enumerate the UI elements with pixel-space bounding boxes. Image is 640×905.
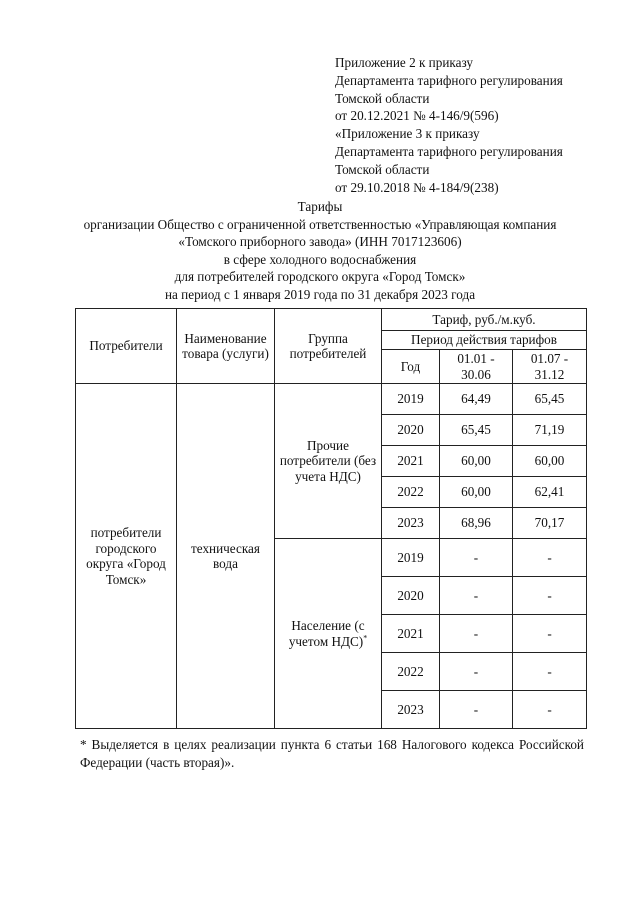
group-label: Прочие потребители (без учета НДС) [279,437,377,484]
consumer-cell: потребители городского округа «Город Томск» [76,384,177,729]
year-cell: 2019 [382,384,440,415]
header-product: Наименование товара (услуги) [177,309,275,384]
half2-cell: - [513,539,587,577]
half2-cell: - [513,691,587,729]
header-period: Период действия тарифов [382,331,587,350]
half1-cell: - [440,615,513,653]
table-row [76,309,587,331]
half2-cell: 70,17 [513,508,587,539]
title-line: «Томского приборного завода» (ИНН 7017123606) [178,234,462,250]
half1-cell: 64,49 [440,384,513,415]
half2-cell: 62,41 [513,477,587,508]
year-cell: 2023 [382,508,440,539]
year-cell: 2021 [382,615,440,653]
half2-cell: - [513,615,587,653]
half1-cell: - [440,691,513,729]
header-line: Департамента тарифного регулирования [335,72,563,88]
half2-cell: 65,45 [513,384,587,415]
group-cell [275,539,382,729]
title-line: для потребителей городского округа «Город Томск» [174,269,466,285]
half1-cell: 65,45 [440,415,513,446]
header-tariff: Тариф, руб./м.куб. [382,309,587,331]
table-row [76,384,587,415]
document-header [335,54,625,196]
header-line: Томской области [335,161,430,177]
product-cell: техническая вода [177,384,275,729]
footnote-mark: * [363,633,368,643]
year-cell: 2022 [382,477,440,508]
year-cell: 2022 [382,653,440,691]
year-cell: 2019 [382,539,440,577]
group-label: Население (с учетом НДС) [288,618,365,649]
half1-cell: - [440,577,513,615]
header-consumers: Потребители [76,309,177,384]
year-cell: 2021 [382,446,440,477]
year-cell: 2020 [382,415,440,446]
header-year: Год [382,350,440,384]
half1-cell: - [440,539,513,577]
header-line: Департамента тарифного регулирования [335,143,563,159]
header-line: от 29.10.2018 № 4-184/9(238) [335,179,499,195]
document-title [20,198,620,304]
header-line: Приложение 2 к приказу [335,55,473,70]
half1-cell: 60,00 [440,477,513,508]
header-half1: 01.01 - 30.06 [440,350,513,384]
half2-cell: - [513,577,587,615]
half2-cell: - [513,653,587,691]
footnote: * Выделяется в целях реализации пункта 6 статьи 168 Налогового кодекса Российской Федерации (часть вторая)». [80,737,584,770]
header-line: Томской области [335,90,430,106]
header-half2: 01.07 - 31.12 [513,350,587,384]
half1-cell: 60,00 [440,446,513,477]
half1-cell: 68,96 [440,508,513,539]
half2-cell: 71,19 [513,415,587,446]
title-line: Тарифы [297,199,343,214]
half2-cell: 60,00 [513,446,587,477]
half1-cell: - [440,653,513,691]
year-cell: 2020 [382,577,440,615]
header-group: Группа потребителей [275,309,382,384]
year-cell: 2023 [382,691,440,729]
title-line: организации Общество с ограниченной ответственностью «Управляющая компания [83,216,557,232]
title-line: в сфере холодного водоснабжения [223,251,417,267]
group-cell [275,384,382,539]
tariff-table [75,308,587,729]
header-line: от 20.12.2021 № 4-146/9(596) [335,108,499,124]
header-line: «Приложение 3 к приказу [335,126,480,142]
title-line: на период с 1 января 2019 года по 31 декабря 2023 года [164,286,476,302]
